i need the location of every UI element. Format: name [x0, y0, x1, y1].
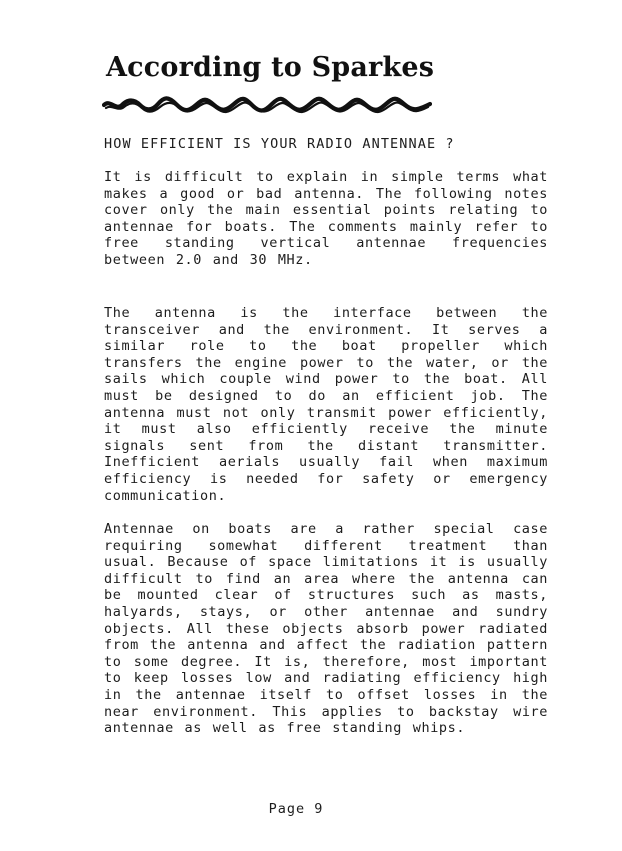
page-title: According to Sparkes — [106, 52, 435, 83]
paragraph-3: Antennae on boats are a rather special case requiring somewhat different treatment than usual. Because of space limitations it is usually difficult to find an area where the antenna can be mounted clear of structures such as masts, halyards, stays, or other antennae and sundry objects. All these objects absorb power radiated from the antenna and affect the radiation pattern to some degree. It is, therefore, most important to keep losses low and radiating efficiency high in the antennae itself to offset losses in the near environment. This applies to backstay wire antennae as well as free standing whips. — [104, 521, 548, 737]
paragraph-1: It is difficult to explain in simple terms what makes a good or bad antenna. The following notes cover only the main essential points relating to antennae for boats. The comments mainly refer to free standing vertical antennae frequencies between 2.0 and 30 MHz. — [104, 169, 548, 268]
article-heading: HOW EFFICIENT IS YOUR RADIO ANTENNAE ? — [104, 136, 455, 152]
page-number: Page 9 — [268, 801, 324, 817]
paragraph-2: The antenna is the interface between the transceiver and the environment. It serves a similar role to the boat propeller which transfers the engine power to the water, or the sails which couple wind power to the boat. All must be designed to do an efficient job. The antenna must not only transmit power efficiently, it must also efficiently receive the minute signals sent from the distant transmitter. Inefficient aerials usually fail when maximum efficiency is needed for safety or emergency communication. — [104, 305, 548, 504]
decorative-wave-divider — [102, 92, 432, 116]
